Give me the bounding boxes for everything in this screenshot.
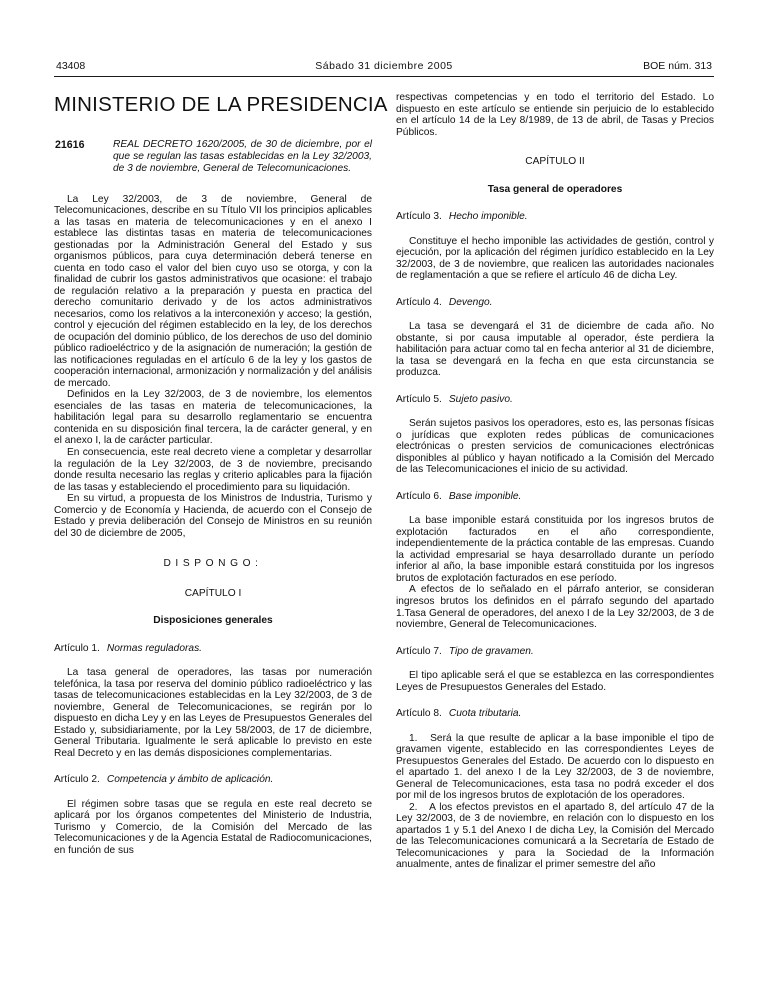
article-label: Artículo 8.	[396, 708, 442, 720]
article-title: Sujeto pasivo.	[448, 393, 513, 405]
chapter-heading: CAPÍTULO II	[525, 156, 585, 168]
header-issue: BOE núm. 313	[643, 60, 713, 72]
paragraph: Definidos en la Ley 32/2003, de 3 de noviembre, los elementos esenciales de las tasas en materia de telecomunicaciones, la habilitación legal para su desarrollo reglamentario se encuentra contenida en su disposición final tercera, la de carácter general, y en el anexo I, la de carácter particular.	[54, 389, 372, 447]
decree-title: REAL DECRETO 1620/2005, de 30 de diciembre, por el que se regulan las tasas establecidas en la Ley 32/2003, de 3 de noviembre, General de Telecomunicaciones.	[113, 138, 372, 174]
article-label: Artículo 4.	[396, 296, 442, 308]
header-rule	[54, 76, 714, 77]
decree-summary	[54, 139, 372, 175]
two-column-layout	[54, 92, 714, 871]
article-label: Artículo 6.	[396, 490, 442, 502]
paragraph: 1. Será la que resulte de aplicar a la base imponible el tipo de gravamen vigente, establecido en las correspondientes Leyes de Presupuestos Generales del Estado. De acuerdo con lo dispuesto en el apartado 1. del anexo I de la Ley 32/2003, de 3 de noviembre, General de Telecomunicaciones, esta tasa no podrá exceder el dos por mil de los ingresos brutos de explotación de los operadores.	[396, 732, 714, 802]
paragraph: El régimen sobre tasas que se regula en este real decreto se aplicará por los órganos competentes del Ministerio de Industria, Turismo y Comercio, de la Comisión del Mercado de las Telecomunicaciones y de la Agencia Estatal de Radiocomunicaciones, en función de sus	[54, 798, 372, 856]
article-heading	[54, 643, 372, 655]
article-heading	[396, 708, 714, 720]
article-label: Artículo 7.	[396, 645, 442, 657]
right-column-body	[396, 92, 714, 871]
paragraph: La tasa general de operadores, las tasas por numeración telefónica, la tasa por reserva del dominio público radioeléctrico y las tasas de telecomunicaciones establecidas en la Ley 32/2003, de 3 de noviembre, General de Telecomunicaciones, se regirán por lo dispuesto en dicha Ley y en las Leyes de Presupuestos Generales del Estado y, subsidiariamente, por la Ley 58/2003, de 17 de diciembre, General Tributaria. Igualmente le será aplicable lo previsto en este Real Decreto y en las demás disposiciones complementarias.	[54, 667, 372, 759]
right-column	[396, 92, 714, 871]
article-title: Competencia y ámbito de aplicación.	[106, 774, 274, 786]
chapter-heading: CAPÍTULO I	[184, 587, 242, 599]
article-title: Base imponible.	[448, 490, 522, 502]
paragraph: En su virtud, a propuesta de los Ministros de Industria, Turismo y Comercio y de Economía y Hacienda, de acuerdo con el Consejo de Estado y previa deliberación del Consejo de Ministros en su reunión del 30 de diciembre de 2005,	[54, 493, 372, 539]
section-heading: Tasa general de operadores	[487, 183, 623, 195]
paragraph: A efectos de lo señalado en el párrafo anterior, se consideran ingresos brutos los definidos en el párrafo segundo del apartado 1.Tasa General de operadores, del anexo I de la Ley 32/2003, de 3 de noviembre, General de Telecomunicaciones.	[396, 584, 714, 631]
section-heading: Disposiciones generales	[153, 615, 273, 627]
article-heading	[396, 297, 714, 309]
article-title: Hecho imponible.	[448, 211, 528, 223]
paragraph: Serán sujetos pasivos los operadores, esto es, las personas físicas o jurídicas que exploten redes públicas de comunicaciones electrónicas o presten servicios de comunicaciones electrónicas disponibles al público y hayan notificado a la Comisión del Mercado de las Telecomunicaciones el inicio de su actividad.	[396, 418, 714, 476]
left-column-body	[54, 194, 372, 857]
left-column	[54, 92, 388, 871]
paragraph: La tasa se devengará el 31 de diciembre de cada año. No obstante, si por causa imputable al operador, éste perdiera la habilitación para actuar como tal en fecha anterior al 31 de diciembre, la tasa se devengará en la fecha en que esta circunstancia se produzca.	[396, 321, 714, 379]
article-heading	[54, 774, 372, 786]
paragraph: En consecuencia, este real decreto viene a completar y desarrollar la regulación de la Ley 32/2003, de 3 de noviembre, precisando donde resulta necesario las reglas y criterio aplicables para la fijación de las tasas y estableciendo el procedimiento para su liquidación.	[54, 446, 372, 493]
paragraph: La Ley 32/2003, de 3 de noviembre, General de Telecomunicaciones, describe en su Título VII los principios aplicables a las tasas en materia de telecomunicaciones y en el anexo I establece las distintas tasas en materia de telecomunicaciones gestionadas por la Administración General del Estado y sus organismos públicos, para cuya determinación deberá tenerse en cuenta en todo caso el valor del bien cuyo uso se otorga, y con la finalidad de cubrir los gastos administrativos que ocasione: el trabajo de regulación relativo a la preparación y puesta en practica del derecho comunitario derivado y de los actos administrativos necesarios, como los relativos a la interconexión y acceso; la gestión, control y ejecución del régimen establecido en la ley, de los derechos de ocupación del dominio público, de los derechos de uso del dominio público radioeléctrico y de la asignación de numeración; la gestión de las notificaciones reguladas en el artículo 6 de la ley y los gastos de cooperación internacional, armonización y normalización y del análisis de mercado.	[54, 193, 372, 389]
article-heading	[396, 491, 714, 503]
article-label: Artículo 1.	[54, 642, 100, 654]
paragraph: La base imponible estará constituida por los ingresos brutos de explotación facturados en el año correspondiente, independientemente de la práctica contable de las empresas. Cuando la actividad empresarial se haya desarrollado durante un período inferior al año, la base imponible estará constituida por los ingresos brutos de explotación facturados en ese período.	[396, 515, 714, 584]
article-label: Artículo 3.	[396, 211, 442, 223]
article-title: Normas reguladoras.	[106, 642, 202, 654]
header-date: Sábado 31 diciembre 2005	[315, 60, 453, 72]
decree-number: 21616	[55, 138, 85, 151]
article-heading	[396, 211, 714, 223]
page-number: 43408	[56, 60, 86, 72]
article-title: Cuota tributaria.	[448, 708, 522, 720]
paragraph: Constituye el hecho imponible las actividades de gestión, control y ejecución, por la aplicación del régimen jurídico establecido en la Ley 32/2003, de 3 de noviembre, que realicen las autoridades nacionales de reglamentación a que se refiere el artículo 46 de dicha Ley.	[396, 235, 714, 282]
page-header	[54, 60, 714, 76]
article-heading	[396, 394, 714, 406]
paragraph: El tipo aplicable será el que se establezca en las correspondientes Leyes de Presupuestos Generales del Estado.	[396, 670, 714, 693]
paragraph: respectivas competencias y en todo el territorio del Estado. Lo dispuesto en este artículo se entiende sin perjuicio de lo establecido en el artículo 14 de la Ley 8/1989, de 13 de abril, de Tasas y Precios Públicos.	[396, 92, 714, 138]
article-label: Artículo 2.	[54, 774, 100, 786]
article-title: Devengo.	[448, 296, 493, 308]
paragraph: 2. A los efectos previstos en el apartado 8, del artículo 47 de la Ley 32/2003, de 3 de noviembre, en relación con lo dispuesto en los apartados 1 y 5.1 del Anexo I de dicha Ley, la Comisión del Mercado de las Telecomunicaciones comunicará a la Secretaría de Estado de Telecomunicaciones y para la Sociedad de la Información anualmente, antes de finalizar el primer semestre del año	[396, 801, 714, 871]
article-title: Tipo de gravamen.	[448, 645, 534, 657]
article-label: Artículo 5.	[396, 393, 442, 405]
ministry-title: MINISTERIO DE LA PRESIDENCIA	[54, 93, 388, 116]
article-heading	[396, 646, 714, 658]
dispongo-heading: DISPONGO:	[163, 558, 263, 570]
